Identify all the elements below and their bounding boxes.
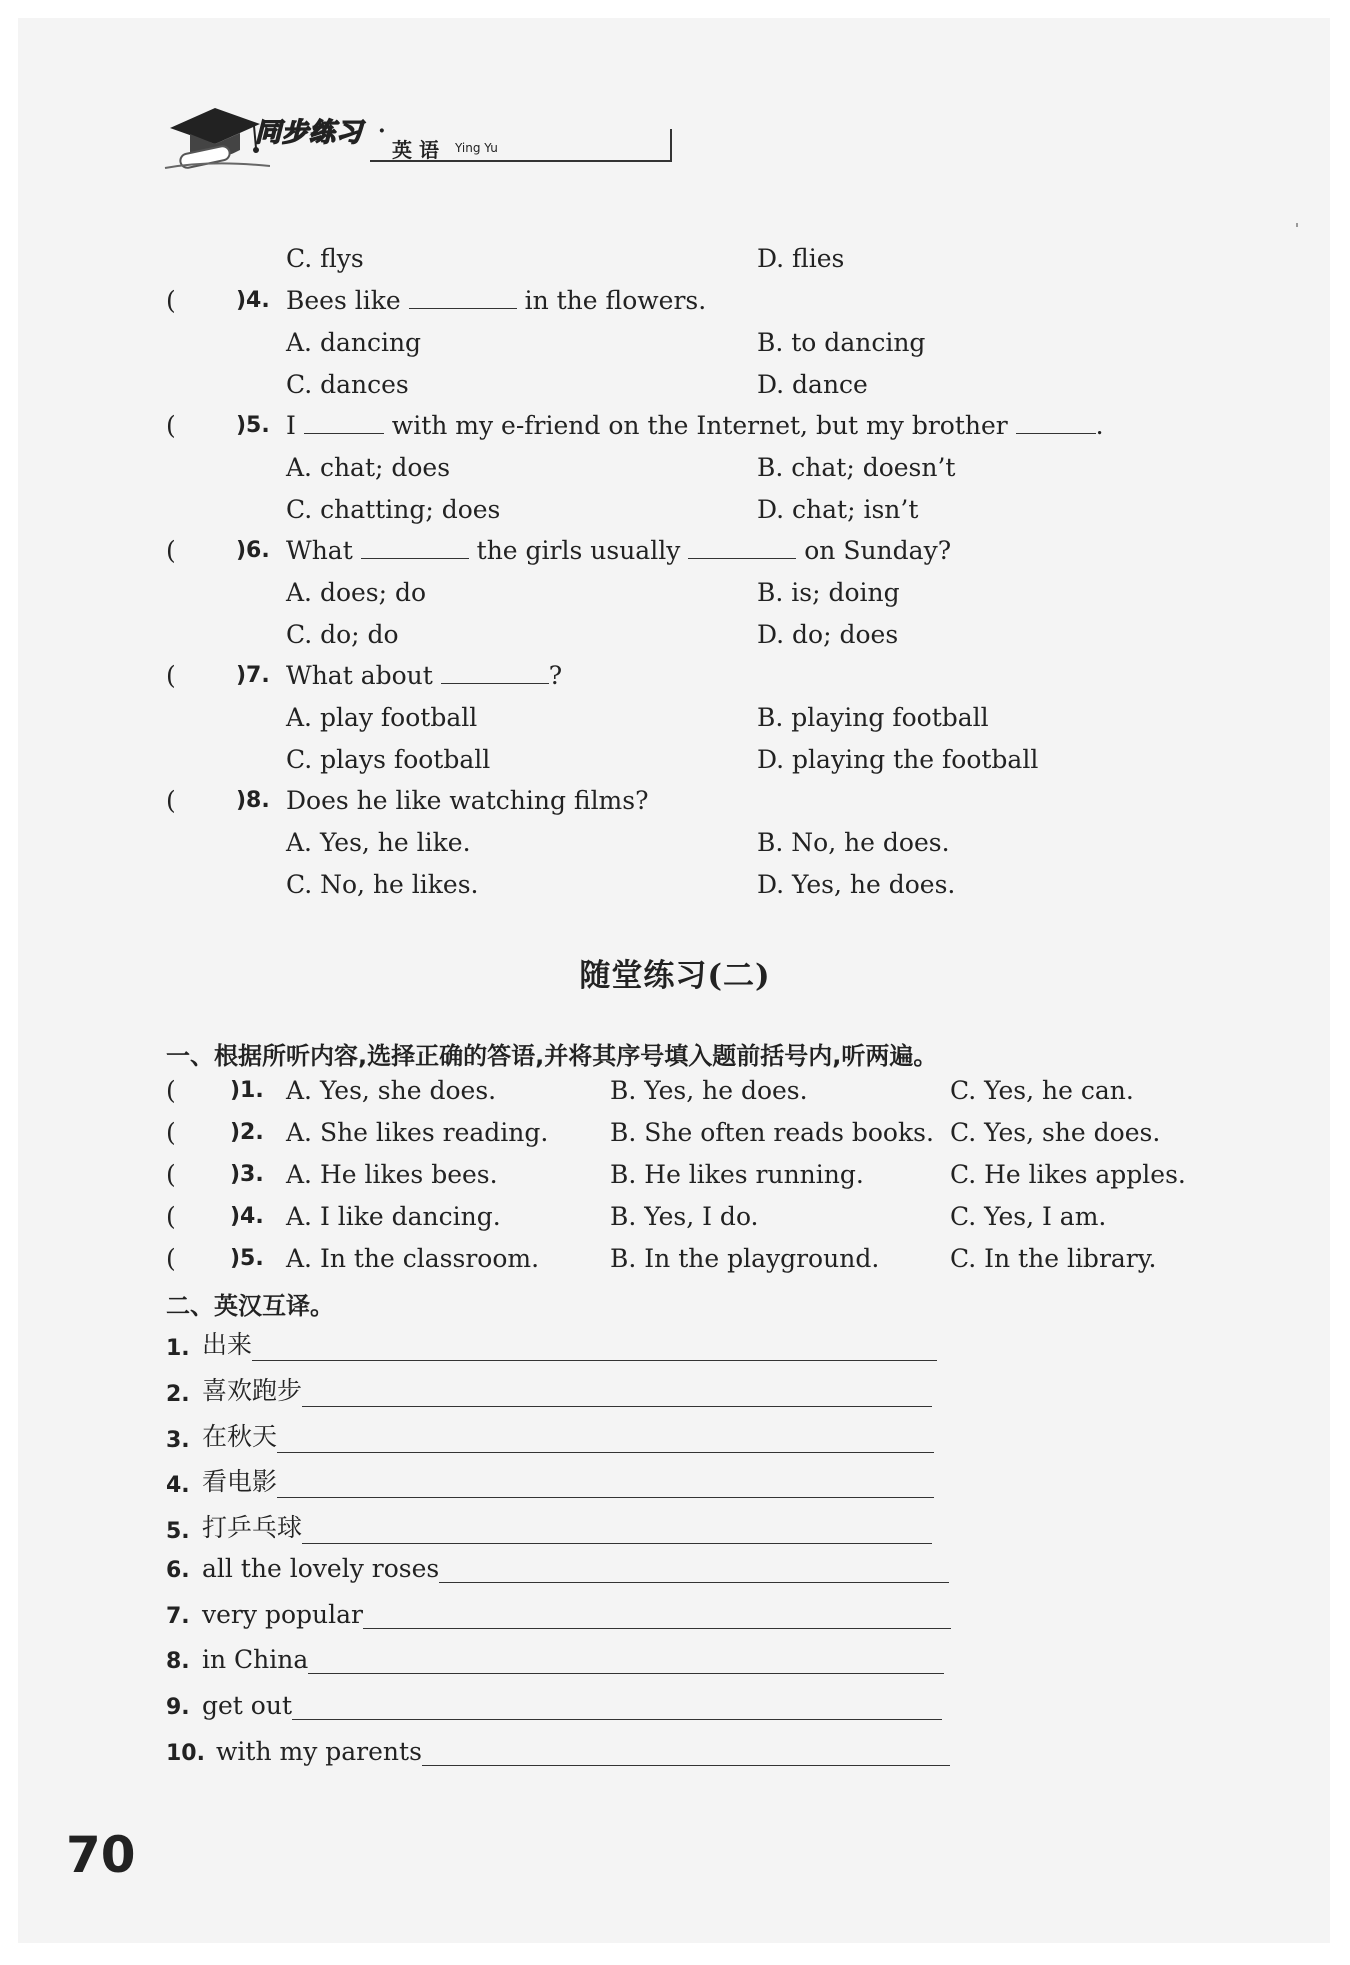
option-c: C. He likes apples. (950, 1160, 1186, 1189)
answer-line[interactable] (277, 1426, 934, 1453)
option-a: A. play football (286, 703, 478, 732)
option-c: C. do; do (286, 620, 399, 649)
question-text: What about ? (286, 661, 563, 690)
translation-item: 10. with my parents (166, 1737, 950, 1766)
subject-label: 英 语 (392, 138, 439, 162)
option-c: C. Yes, I am. (950, 1202, 1107, 1231)
answer-line[interactable] (422, 1739, 950, 1766)
option-b: B. She often reads books. (610, 1118, 934, 1147)
option-c: C. chatting; does (286, 495, 501, 524)
answer-blank[interactable] (441, 665, 549, 684)
translation-item: 7. very popular (166, 1600, 951, 1629)
option-a: A. In the classroom. (286, 1244, 540, 1273)
answer-line[interactable] (363, 1602, 951, 1629)
question-text: Bees like in the flowers. (286, 286, 707, 315)
option-d: D. playing the football (757, 745, 1039, 774)
q3-option-c: C. flys (286, 244, 364, 273)
option-d: D. chat; isn’t (757, 495, 919, 524)
translation-item: 3. 在秋天 (166, 1417, 934, 1453)
subject-pinyin: Ying Yu (455, 141, 498, 155)
option-a: A. dancing (286, 328, 422, 357)
translation-item: 4. 看电影 (166, 1462, 934, 1498)
option-b: B. Yes, I do. (610, 1202, 759, 1231)
answer-paren[interactable]: ( (166, 1118, 176, 1147)
option-a: A. does; do (286, 578, 427, 607)
answer-blank[interactable] (1016, 415, 1096, 434)
answer-paren[interactable]: ( (166, 1202, 176, 1231)
option-c: C. In the library. (950, 1244, 1157, 1273)
book-header (160, 100, 520, 170)
header-dot: · (378, 118, 386, 144)
answer-line[interactable] (439, 1556, 949, 1583)
option-b: B. chat; doesn’t (757, 453, 956, 482)
option-c: C. Yes, she does. (950, 1118, 1161, 1147)
option-b: B. playing football (757, 703, 989, 732)
item-number: )5. (230, 1246, 264, 1271)
question-text: What the girls usually on Sunday? (286, 536, 952, 565)
question-number: )4. (236, 288, 270, 313)
question-number: )5. (236, 413, 270, 438)
item-number: )3. (230, 1162, 264, 1187)
translation-item: 6. all the lovely roses (166, 1554, 949, 1583)
answer-paren[interactable]: ( (166, 411, 176, 440)
section-title: 随堂练习(二) (579, 958, 771, 994)
option-a: A. She likes reading. (286, 1118, 549, 1147)
page-number: 70 (66, 1826, 136, 1884)
option-b: B. No, he does. (757, 828, 950, 857)
answer-blank[interactable] (361, 540, 469, 559)
listening-instruction: 一、根据所听内容,选择正确的答语,并将其序号填入题前括号内,听两遍。 (166, 1042, 938, 1070)
translation-item: 8. in China (166, 1645, 944, 1674)
question-number: )7. (236, 663, 270, 688)
question-number: )8. (236, 788, 270, 813)
item-number: )2. (230, 1120, 264, 1145)
answer-line[interactable] (302, 1380, 932, 1407)
answer-paren[interactable]: ( (166, 1076, 176, 1105)
question-text: Does he like watching films? (286, 786, 649, 815)
answer-line[interactable] (252, 1334, 937, 1361)
answer-paren[interactable]: ( (166, 1244, 176, 1273)
series-brand-title: 同步练习 (255, 118, 364, 148)
question-number: )6. (236, 538, 270, 563)
question-text: I with my e-friend on the Internet, but my brother . (286, 411, 1104, 440)
option-a: A. Yes, he like. (286, 828, 471, 857)
answer-paren[interactable]: ( (166, 1160, 176, 1189)
option-c: C. Yes, he can. (950, 1076, 1134, 1105)
item-number: )1. (230, 1078, 264, 1103)
option-d: D. dance (757, 370, 868, 399)
option-b: B. is; doing (757, 578, 900, 607)
option-d: D. do; does (757, 620, 899, 649)
translation-instruction: 二、英汉互译。 (166, 1292, 334, 1320)
translation-item: 2. 喜欢跑步 (166, 1371, 932, 1407)
option-b: B. Yes, he does. (610, 1076, 808, 1105)
graduation-cap-icon (160, 100, 270, 175)
option-b: B. He likes running. (610, 1160, 864, 1189)
answer-paren[interactable]: ( (166, 286, 176, 315)
option-b: B. In the playground. (610, 1244, 880, 1273)
scan-mark (1296, 223, 1298, 227)
answer-line[interactable] (292, 1693, 942, 1720)
option-a: A. I like dancing. (286, 1202, 501, 1231)
answer-line[interactable] (277, 1471, 934, 1498)
option-c: C. plays football (286, 745, 491, 774)
option-c: C. No, he likes. (286, 870, 479, 899)
answer-paren[interactable]: ( (166, 661, 176, 690)
answer-blank[interactable] (409, 290, 517, 309)
item-number: )4. (230, 1204, 264, 1229)
answer-line[interactable] (308, 1647, 944, 1674)
option-d: D. Yes, he does. (757, 870, 956, 899)
answer-line[interactable] (302, 1517, 932, 1544)
answer-blank[interactable] (304, 415, 384, 434)
q3-option-d: D. flies (757, 244, 845, 273)
option-a: A. Yes, she does. (286, 1076, 497, 1105)
option-a: A. chat; does (286, 453, 451, 482)
translation-item: 1. 出来 (166, 1325, 937, 1361)
translation-item: 9. get out (166, 1691, 942, 1720)
answer-blank[interactable] (688, 540, 796, 559)
option-a: A. He likes bees. (286, 1160, 498, 1189)
option-c: C. dances (286, 370, 409, 399)
answer-paren[interactable]: ( (166, 786, 176, 815)
translation-item: 5. 打乒乓球 (166, 1508, 932, 1544)
option-b: B. to dancing (757, 328, 926, 357)
answer-paren[interactable]: ( (166, 536, 176, 565)
